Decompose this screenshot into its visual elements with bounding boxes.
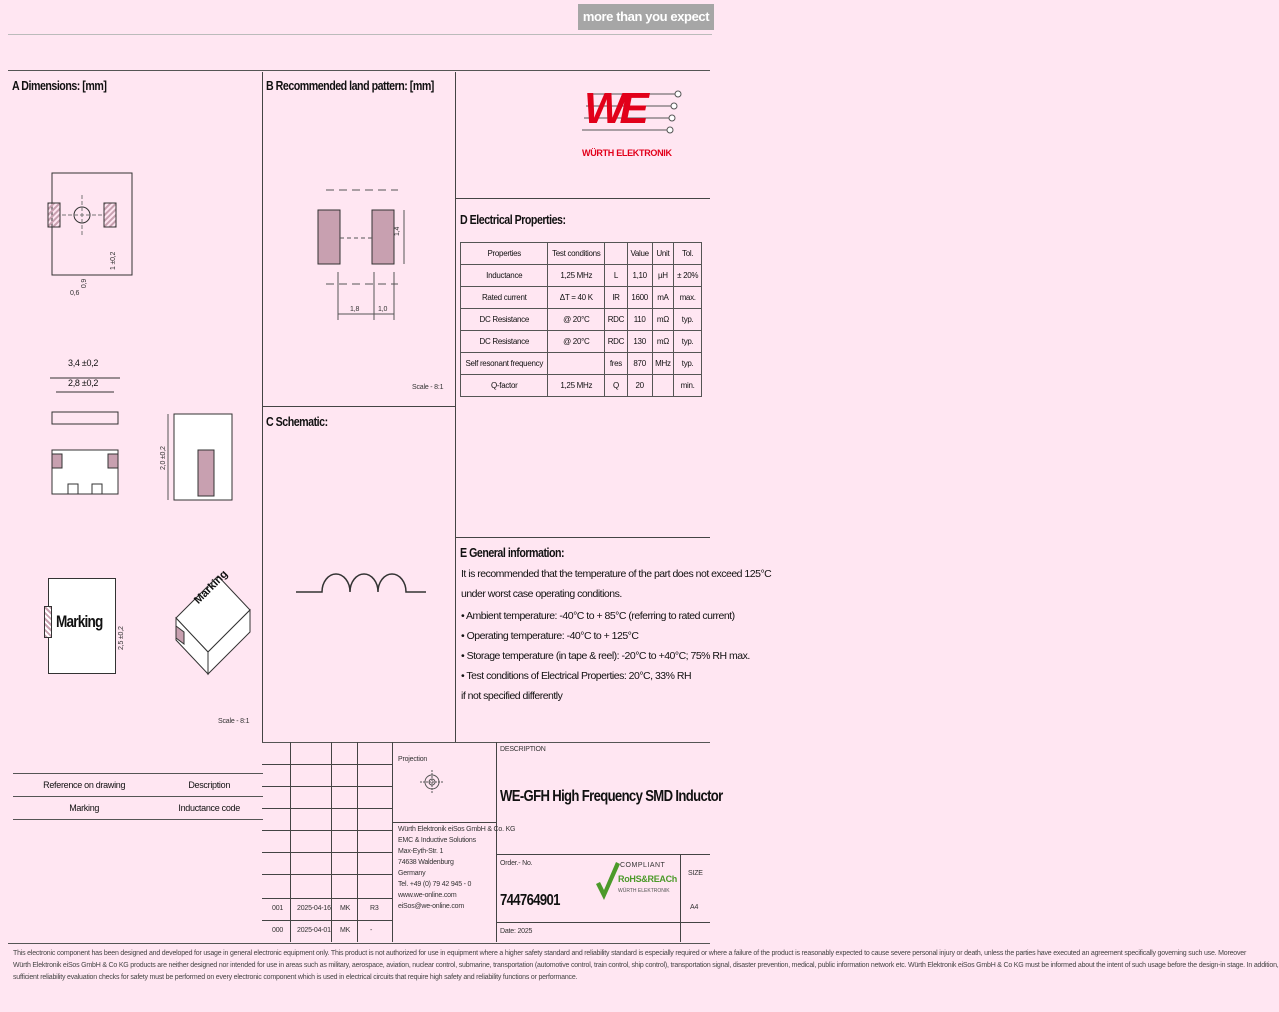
ref-th-description: Description: [155, 774, 263, 797]
company-line: Würth Elektronik eiSos GmbH & Co. KG: [398, 826, 516, 833]
table-row: [461, 375, 702, 397]
size-value: A4: [690, 904, 699, 911]
ref-header-row: [13, 774, 263, 797]
cell: typ.: [674, 353, 702, 375]
cell: typ.: [674, 331, 702, 353]
cell: L: [605, 265, 628, 287]
top-view-svg: [40, 165, 140, 285]
cell: min.: [674, 375, 702, 397]
rohs-text: RoHS&REACh: [618, 874, 677, 884]
land-dim-10: 1,0: [378, 306, 388, 313]
cell: Q: [605, 375, 628, 397]
company-line: Germany: [398, 870, 426, 877]
general-line: • Storage temperature (in tape & reel): -20°C to +40°C; 75% RH max.: [461, 650, 750, 662]
section-a-title: A Dimensions: [mm]: [12, 78, 107, 93]
marking-terminal: [44, 606, 52, 638]
cell: [548, 353, 605, 375]
cell: 110: [627, 309, 652, 331]
size-label: SIZE: [688, 870, 703, 877]
general-line: under worst case operating conditions.: [461, 588, 622, 600]
table-row: [461, 331, 702, 353]
general-line: if not specified differently: [461, 690, 563, 702]
date-label: Date: 2025: [500, 928, 533, 935]
cell: @ 20°C: [548, 309, 605, 331]
tb-col1: [290, 742, 291, 942]
tb-row: [262, 920, 392, 921]
frame-divider-d: [455, 198, 710, 199]
dim-height: 2,0 ±0,2: [160, 446, 167, 470]
top-view-drawing: [40, 165, 140, 285]
profile-view-drawing: [164, 410, 240, 506]
tb-col4: [392, 742, 393, 942]
table-row: [13, 797, 263, 820]
cell: ΔT = 40 K: [548, 287, 605, 309]
marking-label: Marking: [56, 612, 103, 631]
cell: fres: [605, 353, 628, 375]
cell: Marking: [13, 797, 155, 820]
tb-row: [262, 808, 392, 809]
projection-svg: [420, 766, 460, 798]
projection-label: Projection: [398, 756, 428, 763]
th-properties: Properties: [461, 243, 548, 265]
cell: [652, 375, 674, 397]
coil-schematic: [296, 560, 426, 600]
side-view-svg: [48, 372, 128, 502]
table-row: [461, 353, 702, 375]
cell: 1,10: [627, 265, 652, 287]
disclaimer-line: sufficient reliability evaluation checks for safety must be performed on every electronic component which is used in electrical circuits that require high safety and reliability functions or performance.: [13, 974, 578, 981]
tagline-banner: more than you expect: [578, 4, 714, 30]
cell: RDC: [605, 309, 628, 331]
top-rule: [8, 34, 712, 35]
cell: Inductance code: [155, 797, 263, 820]
frame-divider-left: [262, 72, 263, 742]
cell: Self resonant frequency: [461, 353, 548, 375]
cell: 1,25 MHz: [548, 375, 605, 397]
ref-th-reference: Reference on drawing: [13, 774, 155, 797]
tb-col2: [331, 742, 332, 942]
disclaimer-line: Würth Elektronik eiSos GmbH & Co KG products are neither designed nor intended for use in areas such as military, aerospace, aviation, nuclear control, submarine, transportation (automotive control, train control, ship control), transportation signal, disaster prevention, medical, public information network etc. Würth Elektronik eiSos GmbH & Co KG must be informed about the intent of such usage before the design-in stage. In addition,: [13, 962, 1279, 969]
frame-divider-c: [262, 406, 456, 407]
cell: Rated current: [461, 287, 548, 309]
company-line: 74638 Waldenburg: [398, 859, 454, 866]
dim-09: 0,9: [81, 278, 89, 289]
tb-row: [262, 830, 392, 831]
tb-row: [262, 764, 392, 765]
order-number: 744764901: [500, 892, 560, 909]
cell: 1600: [627, 287, 652, 309]
profile-view-svg: [164, 410, 240, 506]
cell: typ.: [674, 309, 702, 331]
cell: Inductance: [461, 265, 548, 287]
we-brand: WÜRTH ELEKTRONIK: [582, 148, 672, 158]
cell: 1,25 MHz: [548, 265, 605, 287]
table-row: [461, 265, 702, 287]
coil-svg: [296, 560, 426, 600]
disclaimer-line: This electronic component has been designed and developed for usage in general electronic equipment only. This product is not authorized for use in equipment where a higher safety standard and reliability standard is especially required or where a failure of the product is reasonably expected to cause severe personal injury or death, unless the parties have executed an agreement specifically governing such use. Moreover: [13, 950, 1247, 957]
general-line: • Operating temperature: -40°C to + 125°C: [461, 630, 639, 642]
frame-divider-right: [455, 72, 456, 742]
tb-row: [262, 898, 392, 899]
scale-a: Scale - 8:1: [218, 718, 250, 725]
tb-row: [496, 854, 710, 855]
th-unit: Unit: [652, 243, 674, 265]
company-line: Tel. +49 (0) 79 42 945 - 0: [398, 881, 472, 888]
cell: 20: [627, 375, 652, 397]
section-c-title: C Schematic:: [266, 414, 328, 429]
cell: Q-factor: [461, 375, 548, 397]
cell: MHz: [652, 353, 674, 375]
th-tol: Tol.: [674, 243, 702, 265]
dim-side: 2,5 ±0,2: [118, 626, 125, 650]
tb-col3: [357, 742, 358, 942]
description-label: DESCRIPTION: [500, 746, 546, 753]
general-line: • Test conditions of Electrical Properties: 20°C, 33% RH: [461, 670, 692, 682]
tb-row: [392, 822, 496, 823]
dim-1-02: 1 ±0,2: [110, 251, 117, 270]
land-pattern-drawing: [308, 180, 416, 320]
land-pattern-svg: [308, 180, 416, 320]
table-header-row: [461, 243, 702, 265]
product-title: WE-GFH High Frequency SMD Inductor: [500, 788, 723, 805]
cell: @ 20°C: [548, 331, 605, 353]
tb-row: [262, 852, 392, 853]
compliant-text: COMPLIANT: [620, 862, 666, 869]
rohs-badge: [594, 858, 677, 912]
cell: ± 20%: [674, 265, 702, 287]
th-value: Value: [627, 243, 652, 265]
order-label: Order.- No.: [500, 860, 533, 867]
cell: mΩ: [652, 331, 674, 353]
frame-divider-e: [455, 537, 710, 538]
rev-date: 2025-04-16: [297, 905, 331, 912]
cell: 130: [627, 331, 652, 353]
land-scale: Scale - 8:1: [412, 384, 444, 391]
land-dim-14: 1,4: [394, 226, 401, 236]
cell: RDC: [605, 331, 628, 353]
cell: DC Resistance: [461, 309, 548, 331]
company-line: eiSos@we-online.com: [398, 903, 464, 910]
section-e-title: E General information:: [460, 545, 565, 560]
cell: µH: [652, 265, 674, 287]
tb-row: [262, 874, 392, 875]
company-line: www.we-online.com: [398, 892, 457, 899]
rev-note: -: [370, 927, 373, 934]
dim-06: 0,6: [70, 290, 80, 297]
tb-col6: [680, 854, 681, 942]
side-view-drawing: [48, 372, 128, 502]
cell: 870: [627, 353, 652, 375]
dim-34: 3,4 ±0,2: [68, 358, 99, 368]
title-block: [262, 742, 710, 943]
rev-no: 000: [272, 927, 284, 934]
tb-col5: [496, 742, 497, 942]
company-line: Max-Eyth-Str. 1: [398, 848, 444, 855]
general-line: It is recommended that the temperature of the part does not exceed 125°C: [461, 568, 772, 580]
dim-28: 2,8 ±0,2: [68, 378, 99, 388]
reference-table: [13, 773, 263, 820]
land-dim-18: 1,8: [350, 306, 360, 313]
cell: mΩ: [652, 309, 674, 331]
rev-note: R3: [370, 905, 379, 912]
section-d-title: D Electrical Properties:: [460, 212, 566, 227]
company-line: EMC & Inductive Solutions: [398, 837, 476, 844]
section-b-title: B Recommended land pattern: [mm]: [266, 78, 434, 93]
rev-date: 2025-04-01: [297, 927, 331, 934]
cell: IR: [605, 287, 628, 309]
checkmark-icon: [594, 860, 622, 910]
rev-by: MK: [340, 905, 351, 912]
cell: mA: [652, 287, 674, 309]
table-row: [461, 287, 702, 309]
th-test: Test conditions: [548, 243, 605, 265]
we-logo: [578, 80, 688, 170]
cell: DC Resistance: [461, 331, 548, 353]
electrical-properties-table: [460, 242, 702, 397]
table-row: [461, 309, 702, 331]
marking-3d-label: Marking: [192, 568, 231, 607]
projection-symbol-icon: [420, 766, 460, 798]
rev-no: 001: [272, 905, 284, 912]
we-logo-letters: WE: [584, 84, 643, 133]
cell: max.: [674, 287, 702, 309]
rev-by: MK: [340, 927, 351, 934]
general-line: • Ambient temperature: -40°C to + 85°C (referring to rated current): [461, 610, 735, 622]
rohs-brand: WÜRTH ELEKTRONIK: [618, 888, 670, 894]
tb-row: [496, 922, 710, 923]
tb-row: [262, 786, 392, 787]
th-symbol: [605, 243, 628, 265]
